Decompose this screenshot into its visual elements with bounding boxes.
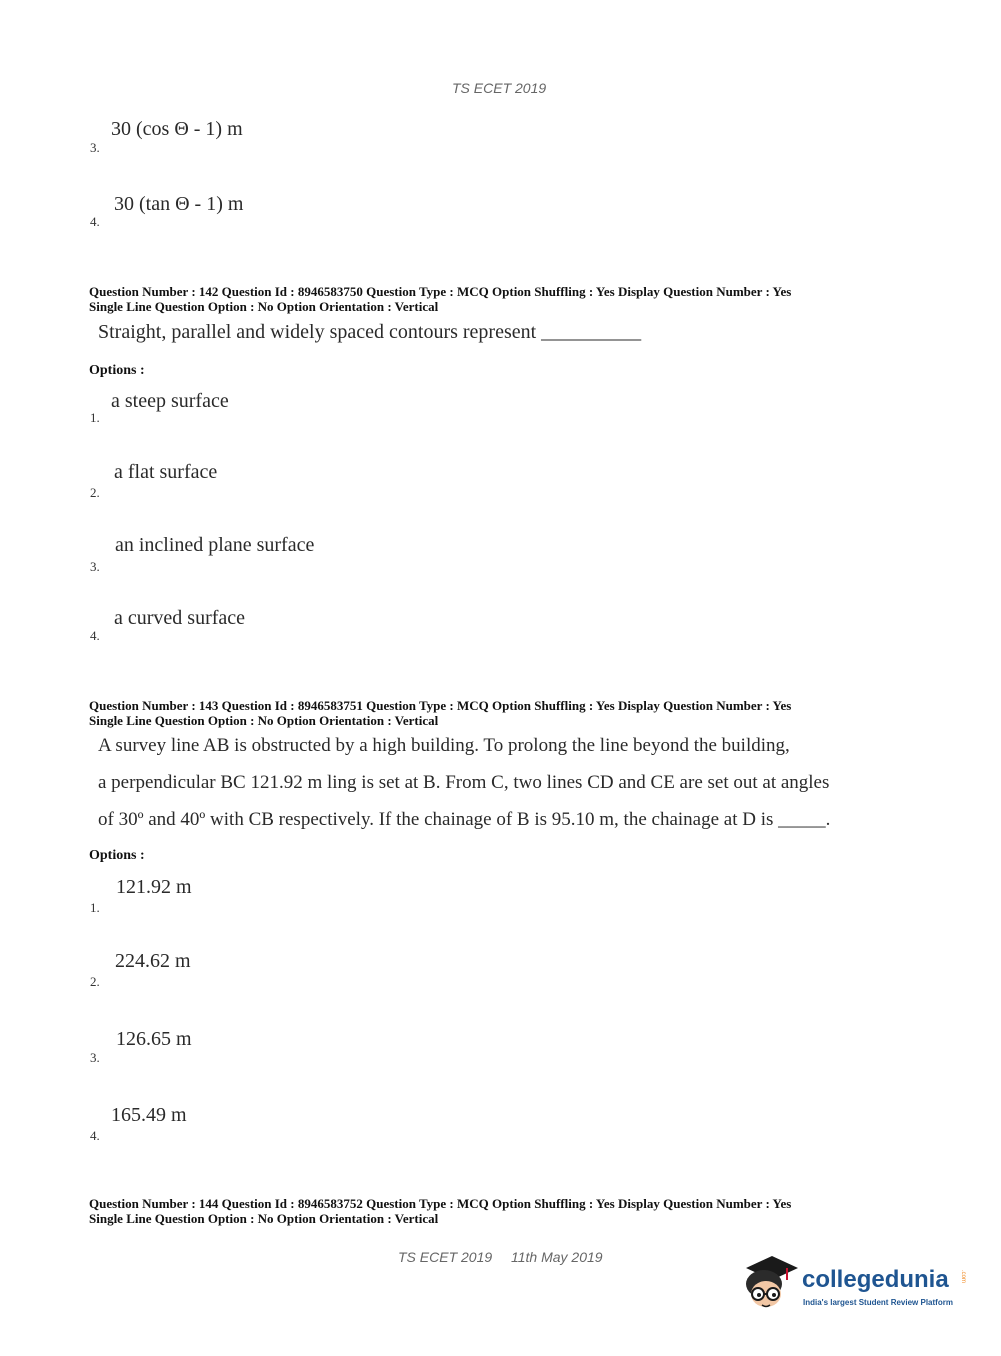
prev-option-3-number: 3.	[90, 140, 100, 155]
q142-option-1-text: a steep surface	[111, 390, 229, 412]
q144-meta-line-1: Question Number : 144 Question Id : 8946583752 Question Type : MCQ Option Shuffling : Yes Display Question Number : Yes	[89, 1196, 792, 1211]
collegedunia-mascot-logo	[740, 1250, 800, 1314]
q142-option-1-number: 1.	[90, 410, 100, 425]
footer-exam: TS ECET 2019	[398, 1249, 493, 1265]
q142-meta-line-2: Single Line Question Option : No Option Orientation : Vertical	[89, 299, 439, 314]
q143-meta-line-2: Single Line Question Option : No Option Orientation : Vertical	[89, 713, 439, 728]
q143-question-line-2: a perpendicular BC 121.92 m ling is set at B. From C, two lines CD and CE are set out at angles	[98, 772, 830, 793]
q143-question-line-1: A survey line AB is obstructed by a high building. To prolong the line beyond the building,	[98, 735, 790, 756]
q142-option-4-number: 4.	[90, 628, 100, 643]
q142-meta-line-1: Question Number : 142 Question Id : 8946583750 Question Type : MCQ Option Shuffling : Yes Display Question Number : Yes	[89, 284, 792, 299]
q143-question-text	[98, 727, 830, 838]
q142-options-label: Options :	[89, 363, 145, 378]
q143-question-line-3: of 30º and 40º with CB respectively. If the chainage of B is 95.10 m, the chainage at D is _____.	[98, 809, 831, 830]
q143-option-2-text: 224.62 m	[115, 950, 191, 972]
footer-date: 11th May 2019	[511, 1249, 603, 1265]
q144-meta-line-2: Single Line Question Option : No Option Orientation : Vertical	[89, 1211, 439, 1226]
prev-option-4-number: 4.	[90, 214, 100, 229]
q142-option-4-text: a curved surface	[114, 607, 246, 629]
q143-option-3-number: 3.	[90, 1050, 100, 1065]
q142-option-2-text: a flat surface	[114, 461, 218, 483]
q143-meta-line-1: Question Number : 143 Question Id : 8946583751 Question Type : MCQ Option Shuffling : Yes Display Question Number : Yes	[89, 698, 792, 713]
q143-option-2-number: 2.	[90, 974, 100, 989]
q142-question-text: Straight, parallel and widely spaced contours represent __________	[98, 321, 642, 343]
q142-option-2-number: 2.	[90, 485, 100, 500]
q143-option-1-text: 121.92 m	[116, 876, 192, 898]
prev-option-3-text: 30 (cos Θ - 1) m	[111, 118, 243, 140]
q142-option-3-text: an inclined plane surface	[115, 534, 315, 556]
q143-options-label: Options :	[89, 848, 145, 863]
logo-tagline: India's largest Student Review Platform	[803, 1298, 953, 1307]
logo-com-suffix: .com	[960, 1270, 966, 1284]
q143-option-1-number: 1.	[90, 900, 100, 915]
logo-wordmark: collegedunia	[802, 1266, 949, 1293]
q143-option-4-number: 4.	[90, 1128, 100, 1143]
page-header-title: TS ECET 2019	[452, 80, 547, 96]
q143-option-4-text: 165.49 m	[111, 1104, 187, 1126]
prev-option-4-text: 30 (tan Θ - 1) m	[114, 193, 244, 215]
q142-option-3-number: 3.	[90, 559, 100, 574]
q143-option-3-text: 126.65 m	[116, 1028, 192, 1050]
